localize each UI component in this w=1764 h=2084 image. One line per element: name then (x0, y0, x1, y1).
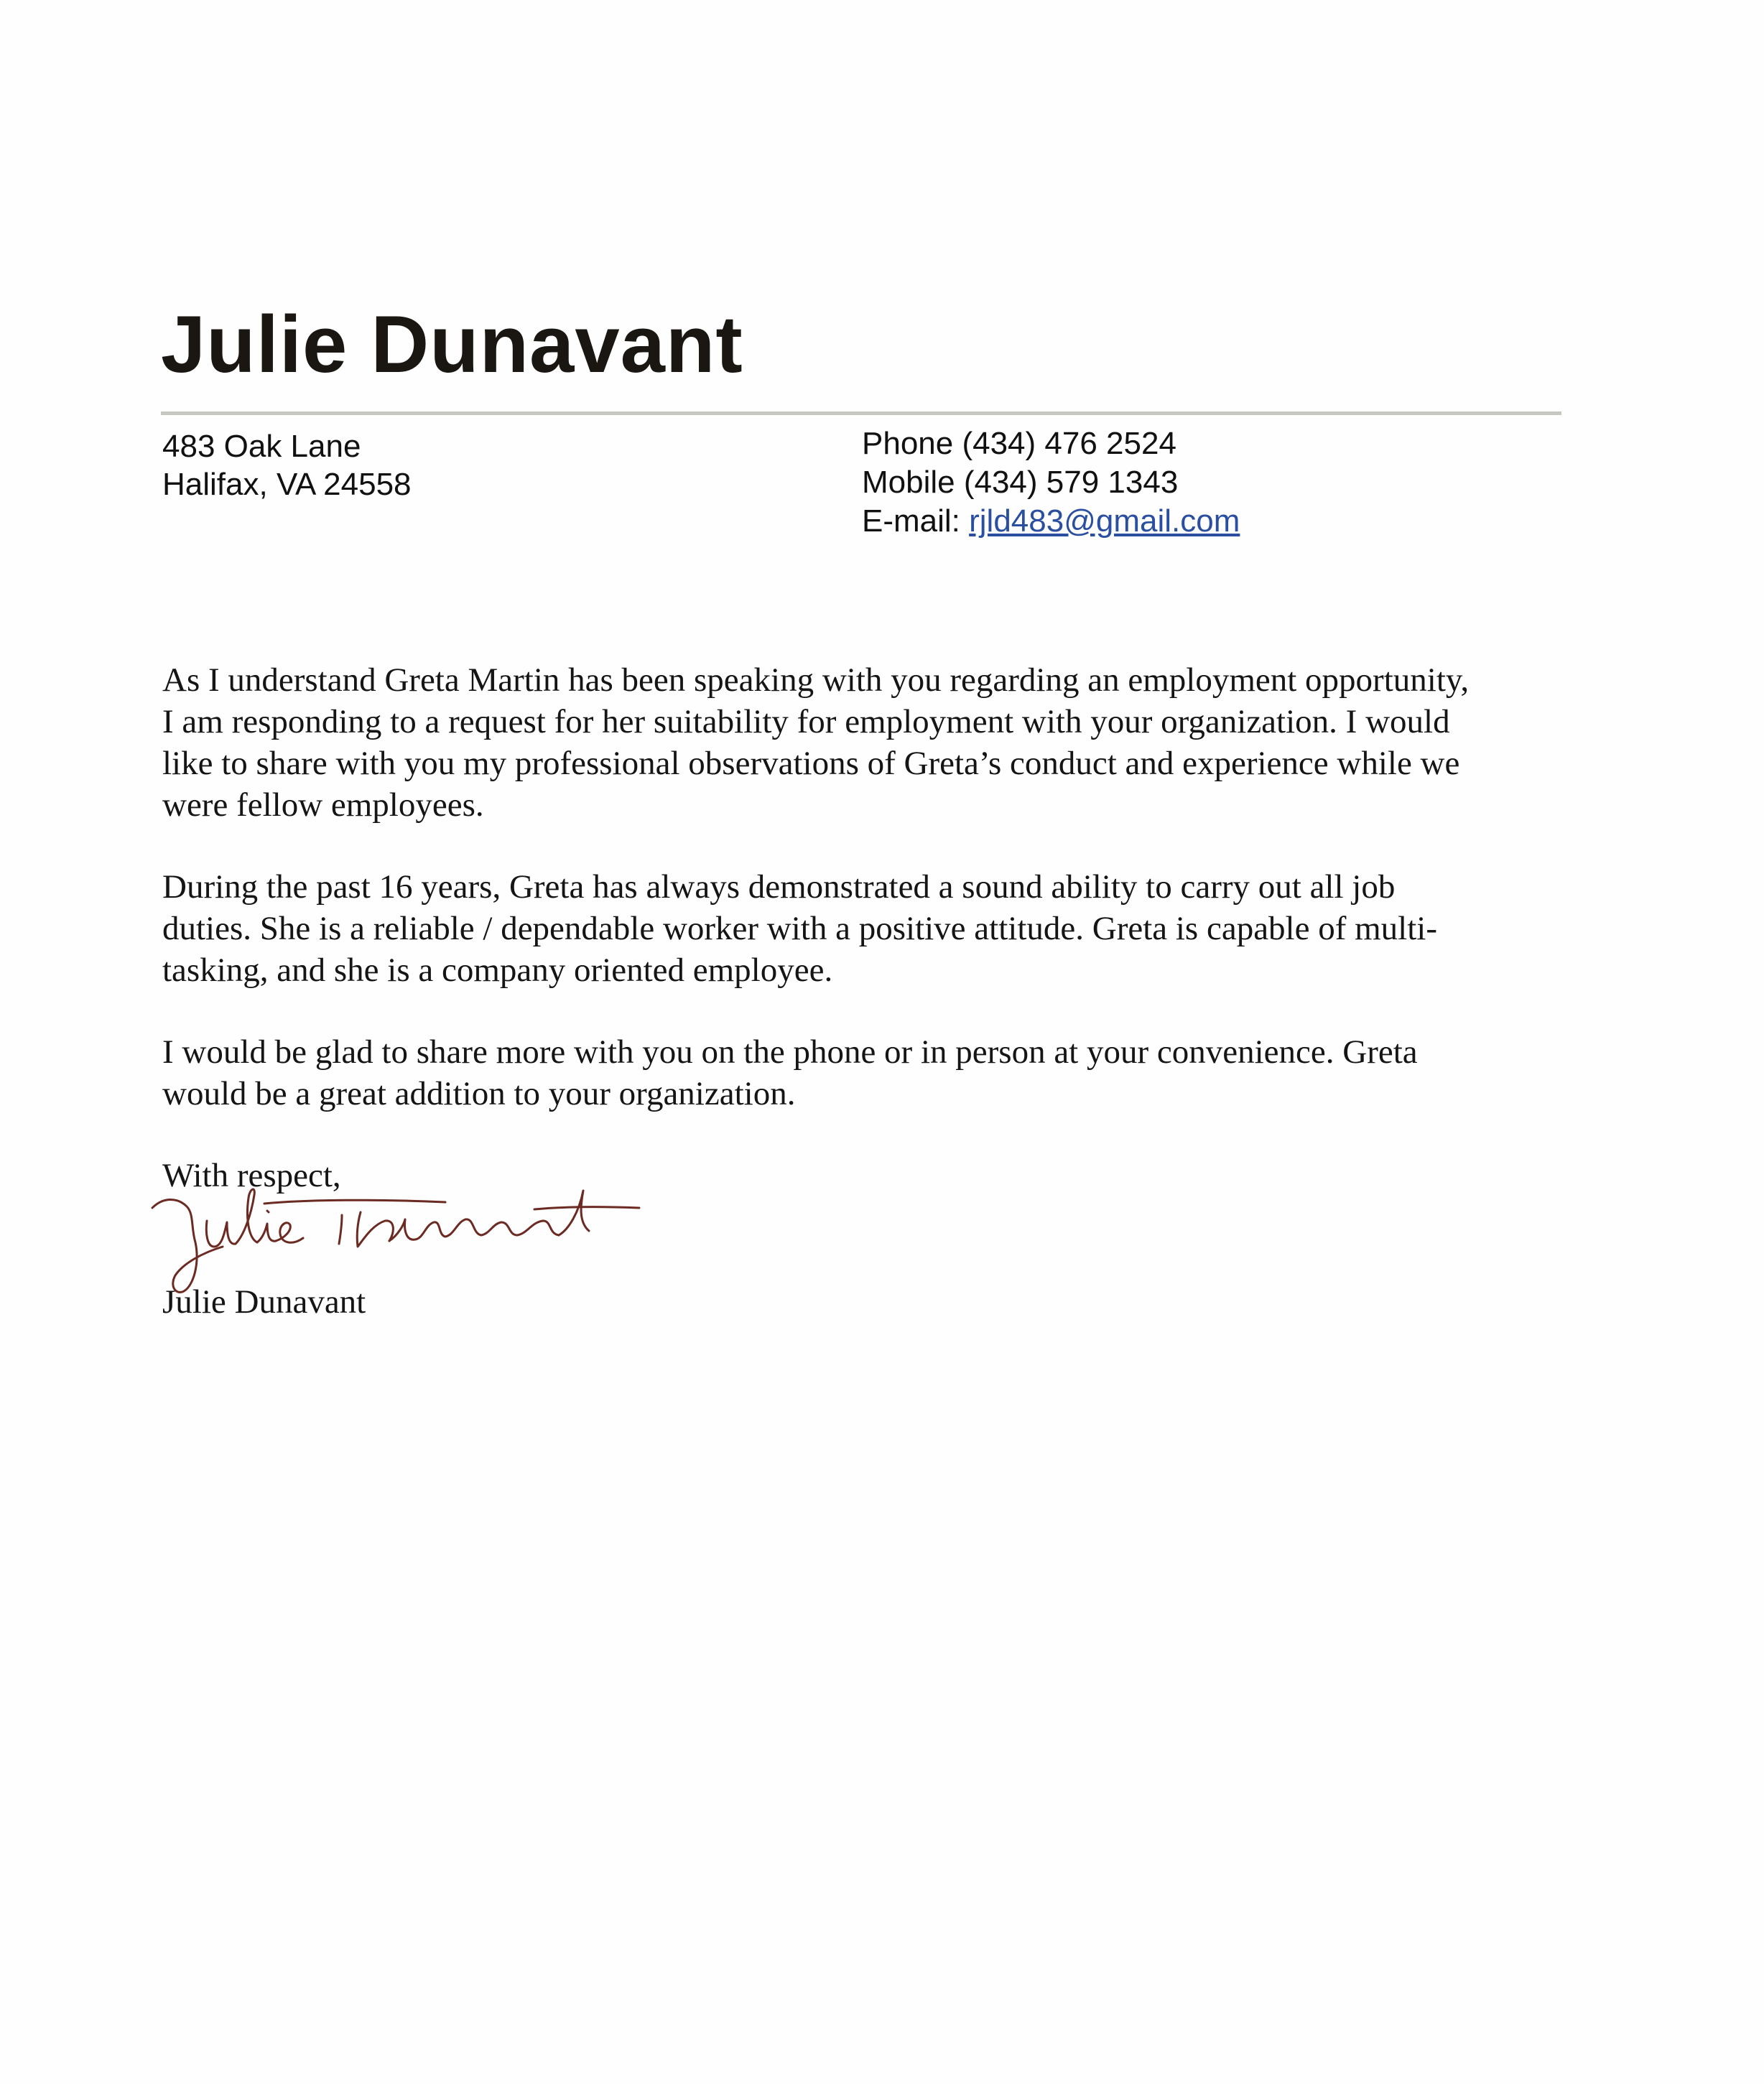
address-street: 483 Oak Lane (162, 429, 361, 464)
signature-stroke (559, 1191, 589, 1235)
body-line: like to share with you my professional observations of Greta’s conduct and experience while we (162, 745, 1460, 782)
signature-stroke (236, 1189, 257, 1244)
signature-stroke (389, 1219, 559, 1241)
body-line: I am responding to a request for her suitability for employment with your organization. I would (162, 703, 1450, 740)
letter-body (162, 659, 1570, 1155)
body-paragraph-2 (162, 866, 1570, 991)
signature-stroke (257, 1224, 276, 1242)
handwritten-signature (144, 1178, 661, 1300)
signature-stroke (276, 1223, 303, 1242)
email-link[interactable]: rjld483@gmail.com (969, 503, 1240, 539)
closing-salutation: With respect, (162, 1157, 341, 1194)
body-line: I would be glad to share more with you on the phone or in person at your convenience. Greta (162, 1033, 1418, 1071)
body-line: During the past 16 years, Greta has always demonstrated a sound ability to carry out all job (162, 868, 1396, 906)
letterhead-name: Julie Dunavant (161, 299, 743, 389)
letterhead-divider (161, 411, 1561, 415)
signature-stroke (534, 1207, 639, 1209)
email-label: E-mail: (862, 503, 970, 539)
email-line (862, 503, 1240, 539)
signature-stroke (206, 1221, 236, 1247)
body-line: would be a great addition to your organization. (162, 1075, 796, 1112)
phone-number: Phone (434) 476 2524 (862, 426, 1176, 461)
body-line: As I understand Greta Martin has been speaking with you regarding an employment opportunity, (162, 661, 1470, 699)
signature-stroke (267, 1211, 269, 1212)
body-line: were fellow employees. (162, 786, 484, 824)
body-line: duties. She is a reliable / dependable worker with a positive attitude. Greta is capable of multi- (162, 910, 1438, 947)
signature-stroke (264, 1200, 445, 1204)
signature-stroke (357, 1212, 393, 1247)
body-paragraph-1 (162, 659, 1570, 826)
body-line: tasking, and she is a company oriented employee. (162, 952, 833, 989)
signature-strokes (152, 1189, 639, 1292)
mobile-number: Mobile (434) 579 1343 (862, 465, 1179, 500)
signature-stroke (339, 1215, 342, 1244)
signer-name: Julie Dunavant (162, 1283, 366, 1321)
address-city-state-zip: Halifax, VA 24558 (162, 467, 412, 502)
body-paragraph-3 (162, 1031, 1570, 1115)
